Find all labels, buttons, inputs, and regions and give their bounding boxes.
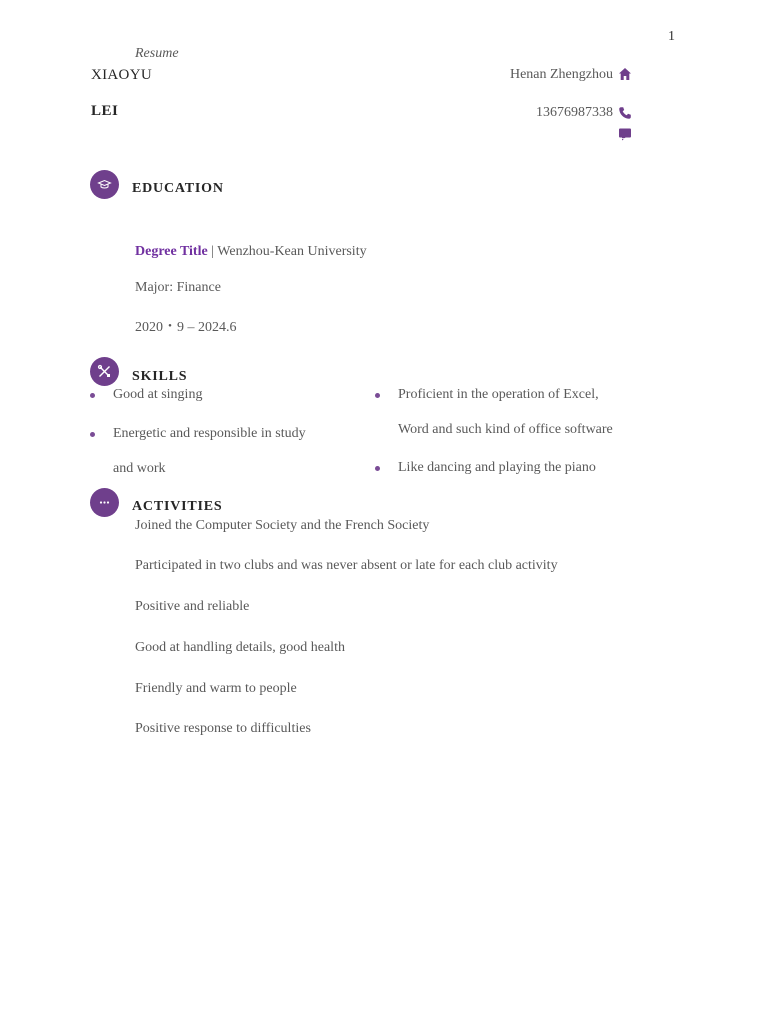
contact-phone: 13676987338 [536, 105, 613, 120]
first-name: XIAOYU [91, 67, 152, 83]
bullet-dot [90, 432, 95, 437]
activity-item: Positive response to difficulties [135, 721, 311, 736]
activity-item: Positive and reliable [135, 599, 250, 614]
education-major: Major: Finance [135, 280, 221, 295]
contact-address: Henan Zhengzhou [509, 67, 613, 82]
activity-item: Friendly and warm to people [135, 681, 297, 696]
bullet-dot [90, 393, 95, 398]
skill-item: Energetic and responsible in study [113, 426, 306, 441]
activities-icon-circle [90, 488, 119, 517]
activity-item: Good at handling details, good health [135, 640, 345, 655]
last-name: LEI [91, 103, 119, 119]
school-name: Wenzhou-Kean University [217, 244, 367, 259]
education-dates: 2020・9 – 2024.6 [135, 320, 237, 335]
document-label: Resume [135, 46, 179, 61]
education-heading: EDUCATION [132, 181, 224, 196]
more-icon [97, 495, 112, 510]
bullet-dot [375, 466, 380, 471]
tools-icon [97, 364, 112, 379]
degree-title: Degree Title [135, 244, 208, 259]
home-icon [618, 67, 632, 81]
activity-item: Joined the Computer Society and the French Society [135, 518, 430, 533]
education-icon-circle [90, 170, 119, 199]
activities-heading: ACTIVITIES [132, 499, 223, 514]
skills-icon-circle [90, 357, 119, 386]
skill-item-continuation: Word and such kind of office software [398, 422, 613, 437]
skill-item: Proficient in the operation of Excel, [398, 387, 599, 402]
phone-icon [618, 106, 632, 120]
education-degree-line [135, 244, 367, 260]
skills-heading: SKILLS [132, 369, 188, 384]
skill-item-continuation: and work [113, 461, 166, 476]
bullet-dot [375, 393, 380, 398]
page-number: 1 [668, 29, 675, 44]
activity-item: Participated in two clubs and was never absent or late for each club activity [135, 558, 558, 573]
graduation-cap-icon [97, 177, 112, 192]
degree-separator: | [207, 244, 218, 259]
skill-item: Good at singing [113, 387, 203, 402]
email-icon [618, 127, 632, 141]
skill-item: Like dancing and playing the piano [398, 460, 596, 475]
